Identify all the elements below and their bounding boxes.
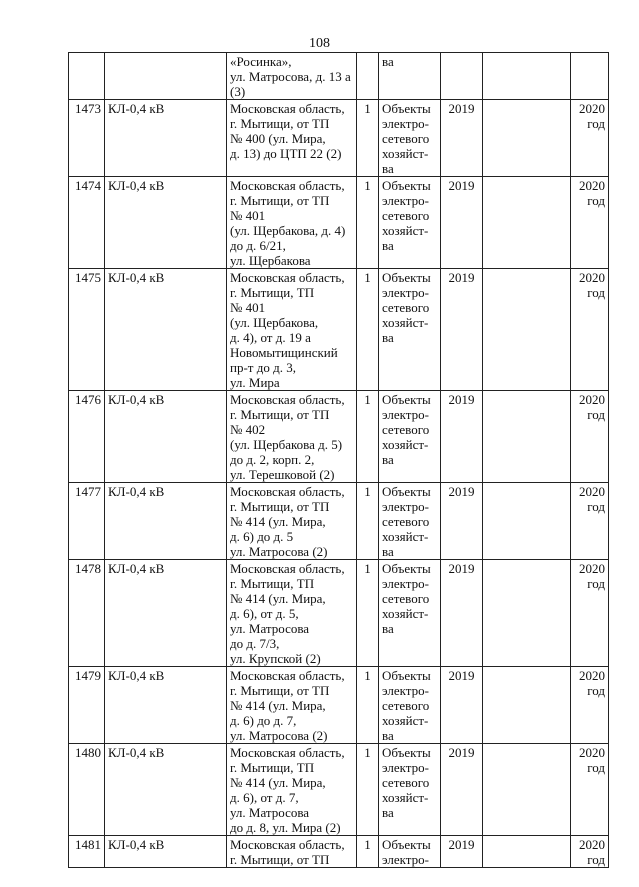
purpose-line: сетевого: [382, 514, 430, 529]
purpose-line: электро-: [382, 576, 429, 591]
page-number: 108: [309, 36, 330, 51]
cell-type: [105, 744, 227, 836]
cell-purpose: [379, 177, 441, 269]
cell-address: [227, 53, 357, 100]
cell-address: [227, 744, 357, 836]
cell-qty: [357, 269, 379, 391]
table-row: [69, 269, 609, 391]
purpose-line: ва: [382, 805, 394, 820]
cell-year-end: [571, 177, 609, 269]
line-type: КЛ-0,4 кВ: [108, 484, 165, 499]
cell-year-end: [571, 269, 609, 391]
row-number: 1475: [75, 270, 101, 285]
quantity: 1: [364, 392, 371, 407]
row-number: 1479: [75, 668, 101, 683]
cell-qty: [357, 53, 379, 100]
year-end-line: год: [587, 407, 605, 422]
cell-year-end: [571, 836, 609, 868]
year-start: 2019: [448, 668, 475, 683]
purpose-line: хозяйст-: [382, 790, 429, 805]
year-end-line: год: [587, 760, 605, 775]
year-end-line: 2020: [579, 837, 605, 852]
table-row: [69, 177, 609, 269]
cell-num: [69, 744, 105, 836]
purpose-line: сетевого: [382, 591, 430, 606]
purpose-line: ва: [382, 54, 394, 69]
cell-type: [105, 100, 227, 177]
address-line: № 414 (ул. Мира,: [230, 775, 326, 790]
year-end-line: год: [587, 193, 605, 208]
cell-address: [227, 100, 357, 177]
row-number: 1478: [75, 561, 101, 576]
cell-qty: [357, 836, 379, 868]
cell-year-end: [571, 744, 609, 836]
year-end-line: год: [587, 576, 605, 591]
purpose-line: электро-: [382, 683, 429, 698]
purpose-line: сетевого: [382, 300, 430, 315]
purpose-line: электро-: [382, 193, 429, 208]
cell-empty: [483, 560, 571, 667]
quantity: 1: [364, 837, 371, 852]
cell-year-end: [571, 560, 609, 667]
purpose-line: хозяйст-: [382, 315, 429, 330]
address-line: (ул. Щербакова,: [230, 315, 319, 330]
purpose-line: Объекты: [382, 484, 431, 499]
purpose-line: хозяйст-: [382, 713, 429, 728]
cell-purpose: [379, 744, 441, 836]
cell-empty: [483, 836, 571, 868]
cell-purpose: [379, 391, 441, 483]
cell-empty: [483, 53, 571, 100]
purpose-line: хозяйст-: [382, 606, 429, 621]
cell-qty: [357, 391, 379, 483]
cell-year-start: [441, 667, 483, 744]
cell-year-start: [441, 391, 483, 483]
address-line: г. Мытищи, от ТП: [230, 407, 330, 422]
cell-qty: [357, 667, 379, 744]
cell-purpose: [379, 100, 441, 177]
address-line: ул. Матросова: [230, 805, 310, 820]
address-line: (ул. Щербакова, д. 4): [230, 223, 346, 238]
year-start: 2019: [448, 837, 475, 852]
row-number: 1481: [75, 837, 101, 852]
table-row: [69, 667, 609, 744]
cell-year-start: [441, 836, 483, 868]
purpose-line: ва: [382, 238, 394, 253]
cell-year-start: [441, 100, 483, 177]
address-line: д. 6), от д. 7,: [230, 790, 299, 805]
table-row: [69, 744, 609, 836]
address-line: ул. Матросова (2): [230, 544, 328, 559]
cell-year-start: [441, 53, 483, 100]
purpose-line: ва: [382, 330, 394, 345]
table-row: [69, 836, 609, 868]
purpose-line: электро-: [382, 499, 429, 514]
quantity: 1: [364, 101, 371, 116]
address-line: д. 13) до ЦТП 22 (2): [230, 146, 342, 161]
purpose-line: сетевого: [382, 698, 430, 713]
cell-year-start: [441, 560, 483, 667]
address-line: № 414 (ул. Мира,: [230, 591, 326, 606]
purpose-line: сетевого: [382, 775, 430, 790]
purpose-line: хозяйст-: [382, 146, 429, 161]
address-line: г. Мытищи, от ТП: [230, 116, 330, 131]
table-row: [69, 100, 609, 177]
address-line: ул. Мира: [230, 375, 280, 390]
address-line: г. Мытищи, от ТП: [230, 852, 330, 867]
purpose-line: электро-: [382, 285, 429, 300]
address-line: ул. Крупской (2): [230, 651, 321, 666]
cell-empty: [483, 100, 571, 177]
purpose-line: ва: [382, 728, 394, 743]
address-line: Московская область,: [230, 392, 345, 407]
year-start: 2019: [448, 484, 475, 499]
address-line: № 400 (ул. Мира,: [230, 131, 326, 146]
purpose-line: электро-: [382, 116, 429, 131]
table-row: [69, 391, 609, 483]
address-line: Московская область,: [230, 745, 345, 760]
year-start: 2019: [448, 392, 475, 407]
cell-purpose: [379, 269, 441, 391]
cell-purpose: [379, 560, 441, 667]
address-line: г. Мытищи, ТП: [230, 285, 315, 300]
purpose-line: электро-: [382, 760, 429, 775]
address-line: ул. Терешковой (2): [230, 467, 335, 482]
purpose-line: хозяйст-: [382, 437, 429, 452]
address-line: Московская область,: [230, 101, 345, 116]
cell-address: [227, 483, 357, 560]
address-line: ул. Матросова: [230, 621, 310, 636]
cell-num: [69, 667, 105, 744]
purpose-line: хозяйст-: [382, 223, 429, 238]
year-end-line: 2020: [579, 178, 605, 193]
year-end-line: 2020: [579, 668, 605, 683]
cell-type: [105, 53, 227, 100]
year-start: 2019: [448, 101, 475, 116]
cell-purpose: [379, 53, 441, 100]
cell-num: [69, 836, 105, 868]
cell-empty: [483, 391, 571, 483]
address-line: пр-т до д. 3,: [230, 360, 296, 375]
cell-year-end: [571, 483, 609, 560]
cell-address: [227, 667, 357, 744]
year-end-line: год: [587, 285, 605, 300]
cell-empty: [483, 269, 571, 391]
cell-year-start: [441, 744, 483, 836]
address-line: Московская область,: [230, 270, 345, 285]
cell-type: [105, 483, 227, 560]
cell-type: [105, 667, 227, 744]
table-body: [69, 53, 609, 868]
cell-address: [227, 269, 357, 391]
cell-qty: [357, 177, 379, 269]
address-line: ул. Матросова (2): [230, 728, 328, 743]
row-number: 1474: [75, 178, 101, 193]
facilities-table: [68, 52, 609, 868]
cell-num: [69, 53, 105, 100]
cell-qty: [357, 560, 379, 667]
row-number: 1477: [75, 484, 101, 499]
line-type: КЛ-0,4 кВ: [108, 837, 165, 852]
year-start: 2019: [448, 745, 475, 760]
line-type: КЛ-0,4 кВ: [108, 392, 165, 407]
cell-type: [105, 177, 227, 269]
address-line: до д. 6/21,: [230, 238, 286, 253]
address-line: Новомытищинский: [230, 345, 338, 360]
address-line: (ул. Щербакова д. 5): [230, 437, 343, 452]
purpose-line: Объекты: [382, 668, 431, 683]
address-line: д. 6) до д. 5: [230, 529, 294, 544]
purpose-line: ва: [382, 621, 394, 636]
address-line: Московская область,: [230, 668, 345, 683]
address-line: Московская область,: [230, 484, 345, 499]
purpose-line: ва: [382, 161, 394, 176]
cell-year-end: [571, 391, 609, 483]
address-line: г. Мытищи, ТП: [230, 760, 315, 775]
year-end-line: год: [587, 852, 605, 867]
address-line: г. Мытищи, ТП: [230, 576, 315, 591]
purpose-line: ва: [382, 452, 394, 467]
line-type: КЛ-0,4 кВ: [108, 745, 165, 760]
address-line: до д. 2, корп. 2,: [230, 452, 315, 467]
line-type: КЛ-0,4 кВ: [108, 101, 165, 116]
cell-purpose: [379, 667, 441, 744]
cell-num: [69, 391, 105, 483]
quantity: 1: [364, 668, 371, 683]
cell-qty: [357, 744, 379, 836]
address-line: № 414 (ул. Мира,: [230, 514, 326, 529]
year-end-line: год: [587, 116, 605, 131]
cell-qty: [357, 483, 379, 560]
year-end-line: 2020: [579, 484, 605, 499]
purpose-line: Объекты: [382, 837, 431, 852]
address-line: д. 6) до д. 7,: [230, 713, 297, 728]
cell-address: [227, 391, 357, 483]
year-start: 2019: [448, 561, 475, 576]
cell-num: [69, 269, 105, 391]
cell-year-end: [571, 53, 609, 100]
cell-num: [69, 483, 105, 560]
year-end-line: год: [587, 683, 605, 698]
cell-type: [105, 391, 227, 483]
cell-address: [227, 177, 357, 269]
cell-purpose: [379, 483, 441, 560]
address-line: Московская область,: [230, 837, 345, 852]
address-line: № 414 (ул. Мира,: [230, 698, 326, 713]
quantity: 1: [364, 561, 371, 576]
table-row: [69, 483, 609, 560]
purpose-line: Объекты: [382, 561, 431, 576]
row-number: 1480: [75, 745, 101, 760]
year-end-line: 2020: [579, 392, 605, 407]
cell-qty: [357, 100, 379, 177]
purpose-line: Объекты: [382, 392, 431, 407]
year-end-line: 2020: [579, 270, 605, 285]
address-line: до д. 8, ул. Мира (2): [230, 820, 341, 835]
cell-num: [69, 100, 105, 177]
cell-year-start: [441, 483, 483, 560]
address-line: д. 6), от д. 5,: [230, 606, 299, 621]
cell-year-start: [441, 177, 483, 269]
cell-num: [69, 560, 105, 667]
cell-empty: [483, 744, 571, 836]
address-line: № 402: [230, 422, 266, 437]
purpose-line: Объекты: [382, 101, 431, 116]
cell-num: [69, 177, 105, 269]
cell-year-end: [571, 100, 609, 177]
address-line: № 401: [230, 208, 266, 223]
year-start: 2019: [448, 270, 475, 285]
purpose-line: электро-: [382, 852, 429, 867]
purpose-line: сетевого: [382, 422, 430, 437]
table-row-continuation: [69, 53, 609, 100]
cell-empty: [483, 667, 571, 744]
year-end-line: год: [587, 499, 605, 514]
quantity: 1: [364, 270, 371, 285]
cell-address: [227, 560, 357, 667]
purpose-line: сетевого: [382, 208, 430, 223]
purpose-line: Объекты: [382, 270, 431, 285]
cell-type: [105, 836, 227, 868]
address-line: г. Мытищи, от ТП: [230, 193, 330, 208]
purpose-line: Объекты: [382, 178, 431, 193]
line-type: КЛ-0,4 кВ: [108, 270, 165, 285]
line-type: КЛ-0,4 кВ: [108, 561, 165, 576]
quantity: 1: [364, 178, 371, 193]
address-line: Московская область,: [230, 561, 345, 576]
year-end-line: 2020: [579, 745, 605, 760]
cell-type: [105, 269, 227, 391]
address-line: ул. Матросова, д. 13 а: [230, 69, 351, 84]
cell-type: [105, 560, 227, 667]
address-line: до д. 7/3,: [230, 636, 280, 651]
year-end-line: 2020: [579, 561, 605, 576]
line-type: КЛ-0,4 кВ: [108, 178, 165, 193]
cell-year-end: [571, 667, 609, 744]
cell-purpose: [379, 836, 441, 868]
year-end-line: 2020: [579, 101, 605, 116]
cell-address: [227, 836, 357, 868]
year-start: 2019: [448, 178, 475, 193]
purpose-line: ва: [382, 544, 394, 559]
address-line: (3): [230, 84, 246, 99]
row-number: 1473: [75, 101, 101, 116]
address-line: д. 4), от д. 19 а: [230, 330, 311, 345]
cell-year-start: [441, 269, 483, 391]
cell-empty: [483, 177, 571, 269]
address-line: г. Мытищи, от ТП: [230, 499, 330, 514]
row-number: 1476: [75, 392, 101, 407]
purpose-line: Объекты: [382, 745, 431, 760]
address-line: ул. Щербакова: [230, 253, 311, 268]
address-line: № 401: [230, 300, 266, 315]
address-line: г. Мытищи, от ТП: [230, 683, 330, 698]
quantity: 1: [364, 484, 371, 499]
purpose-line: хозяйст-: [382, 529, 429, 544]
purpose-line: электро-: [382, 407, 429, 422]
line-type: КЛ-0,4 кВ: [108, 668, 165, 683]
table-row: [69, 560, 609, 667]
cell-empty: [483, 483, 571, 560]
address-line: Московская область,: [230, 178, 345, 193]
purpose-line: сетевого: [382, 131, 430, 146]
address-line: «Росинка»,: [230, 54, 292, 69]
quantity: 1: [364, 745, 371, 760]
